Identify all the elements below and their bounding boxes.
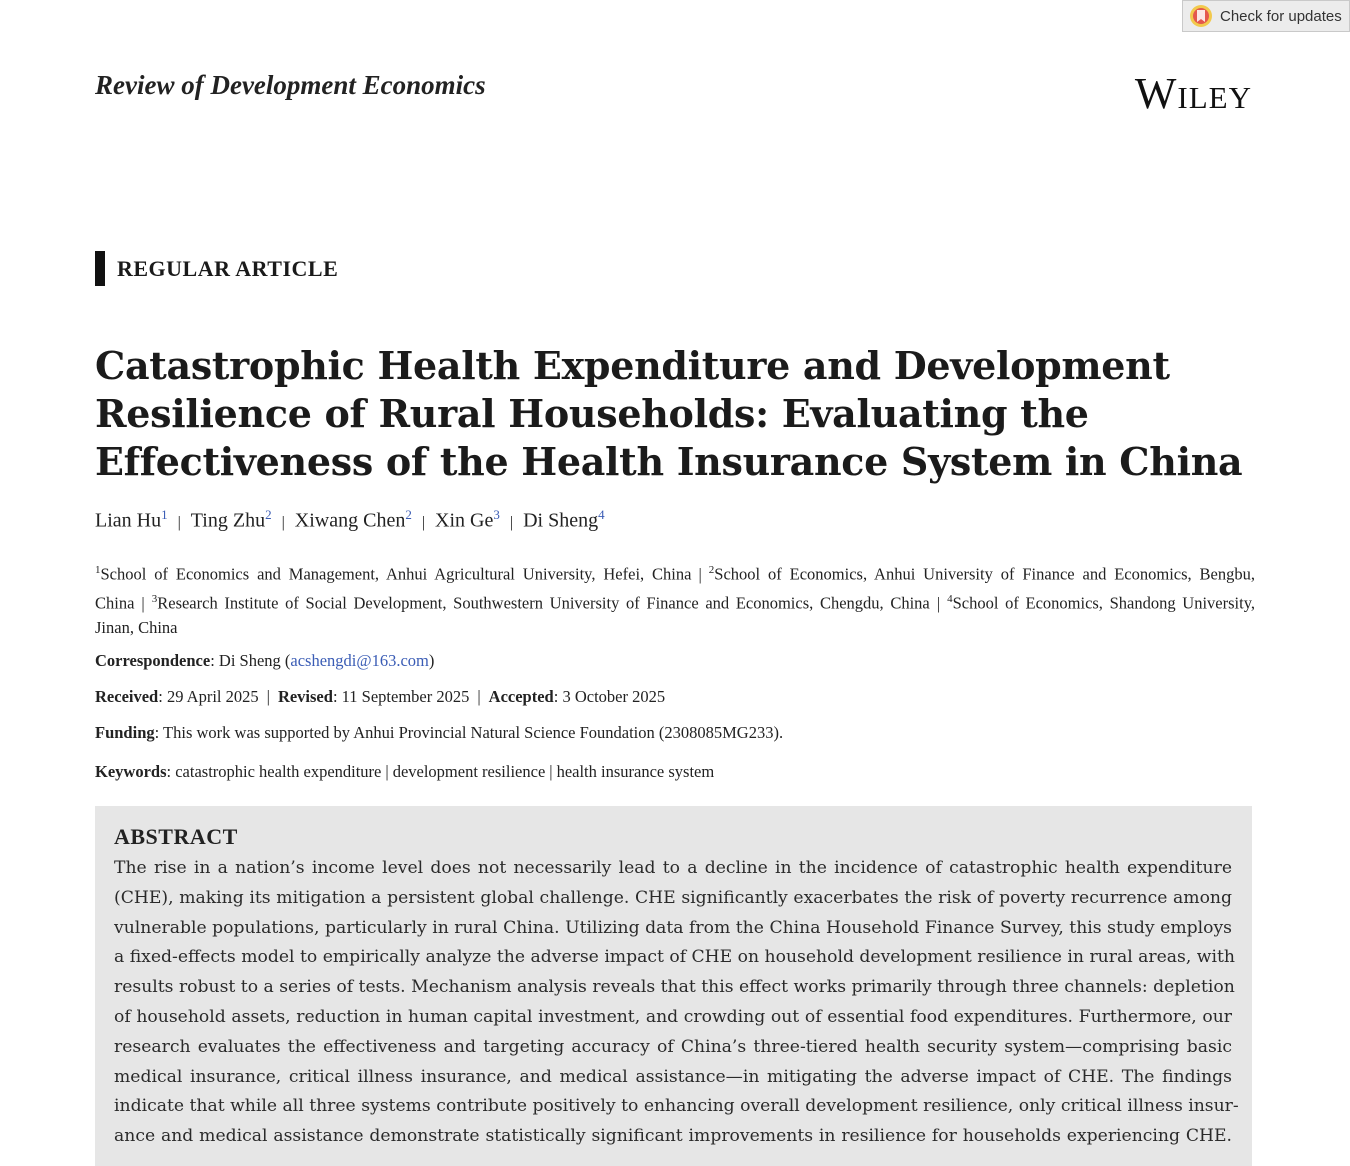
revised-label: Revised [277,687,333,706]
abstract-line: research evaluates the effectiveness and targeting accuracy of China’s three-tiered health security system—comprising basic [114,1036,1232,1057]
abstract-text [114,854,1239,1152]
author-affiliation-link[interactable]: 3 [493,507,500,522]
revised-date: 11 September 2025 [341,687,470,706]
affiliation-number: 2 [708,564,715,576]
affiliation-text: School of Economics, Anhui University of Finance and Economics, Bengbu, China [95,564,1255,613]
affiliation-number: 4 [947,593,953,605]
affiliation-number: 1 [95,564,101,576]
author-list: Lian Hu$^1$ | Ting Zhu$^2$ | Xiwang Chen$^2$ | Xin Ge$^3$ | Di Sheng$^4$ [95,507,605,532]
author-affiliation-link[interactable]: 2 [405,507,412,522]
abstract-line: a fixed-effects model to empirically analyze the adverse impact of CHE on household development resilience in rural areas, with [114,947,1235,968]
abstract-box [95,806,1252,1166]
keywords-label: Keywords [95,762,167,781]
received-date: 29 April 2025 [166,687,259,706]
affiliation-number: 3 [151,593,158,605]
funding-label: Funding [95,723,155,742]
author-name: Xiwang Chen [294,509,406,532]
title-line: Catastrophic Health Expenditure and Development [95,343,1170,388]
keywords: Keywords: catastrophic health expenditure | development resilience | health insurance system [95,762,715,781]
abstract-line: of household assets, reduction in human capital investment, and crowding out of essential food expenditures. Furthermore, our [114,1006,1232,1027]
check-updates-badge-icon [1189,4,1213,28]
keyword: health insurance system [556,762,715,781]
correspondence: Correspondence: Di Sheng (acshengdi@163.com) [95,651,435,670]
abstract-line: The rise in a nation’s income level does not necessarily lead to a decline in the incidence of catastrophic health expenditure [114,858,1232,878]
funding: Funding: This work was supported by Anhui Provincial Natural Science Foundation (2308085MG233). [95,723,784,742]
article-type-bar [95,251,105,286]
affiliations: $^1$School of Economics and Management, Anhui Agricultural University, Hefei, China | $^2$School of Economics, Anhui University of Finance and Economics, Bengbu, China | $^3$Research Institute of Social Development, Southwestern University of Finance and Economics, Chengdu, China | $^4$School of Economics, Shandong University, Jinan, China [95,564,1255,637]
affiliation-text: Research Institute of Social Development, Southwestern University of Finance and Economics, Chengdu, China [157,593,930,613]
author-affiliation-link[interactable]: 4 [598,507,605,522]
accepted-date: 3 October 2025 [562,687,666,706]
journal-name: Review of Development Economics [95,70,486,100]
affiliation-text: School of Economics, Shandong University, Jinan, China [95,593,1255,637]
abstract-line: ance and medical assistance demonstrate statistically significant improvements in resilience for households experiencing CHE. [114,1126,1232,1147]
author-affiliation-link[interactable]: 1 [161,507,168,522]
keyword: catastrophic health expenditure [175,762,382,781]
article-type [95,251,338,286]
correspondence-name: Di Sheng [218,651,281,670]
author-name: Lian Hu [95,509,162,532]
author-name: Di Sheng [523,509,599,532]
author-affiliation-link[interactable]: 2 [265,507,272,522]
accepted-label: Accepted [488,687,554,706]
check-for-updates-button[interactable] [1182,0,1350,32]
abstract-heading: ABSTRACT [114,824,238,849]
author-name: Ting Zhu [190,509,266,532]
abstract-line: (CHE), making its mitigation a persistent global challenge. CHE significantly exacerbates the risk of poverty recurrence among [114,887,1232,908]
abstract-line: results robust to a series of tests. Mechanism analysis reveals that this effect works primarily through three channels: depletion [114,977,1235,998]
author-name: Xin Ge [435,509,494,532]
publisher-logo: Wiley [1134,69,1252,118]
received-label: Received [95,687,159,706]
keyword: development resilience [392,762,546,781]
article-title [95,342,1255,486]
title-line: Effectiveness of the Health Insurance System in China [95,439,1243,484]
correspondence-label: Correspondence [95,651,211,670]
correspondence-email-link[interactable]: acshengdi@163.com [290,651,429,670]
check-for-updates-label: Check for updates [1220,7,1342,25]
funding-text: This work was supported by Anhui Provincial Natural Science Foundation (2308085MG233). [163,723,784,742]
article-dates: Received: 29 April 2025 | Revised: 11 September 2025 | Accepted: 3 October 2025 [95,687,666,706]
abstract-line: indicate that while all three systems contribute positively to enhancing overall development resilience, only critical illness insur- [114,1096,1239,1117]
abstract-line: medical insurance, critical illness insurance, and medical assistance—in mitigating the adverse impact of CHE. The findings [114,1066,1232,1087]
title-line: Resilience of Rural Households: Evaluating the [95,391,1089,436]
abstract-line: vulnerable populations, particularly in rural China. Utilizing data from the China Household Finance Survey, this study employs [114,917,1232,938]
article-type-label: REGULAR ARTICLE [117,255,339,281]
affiliation-text: School of Economics and Management, Anhui Agricultural University, Hefei, China [100,564,692,584]
